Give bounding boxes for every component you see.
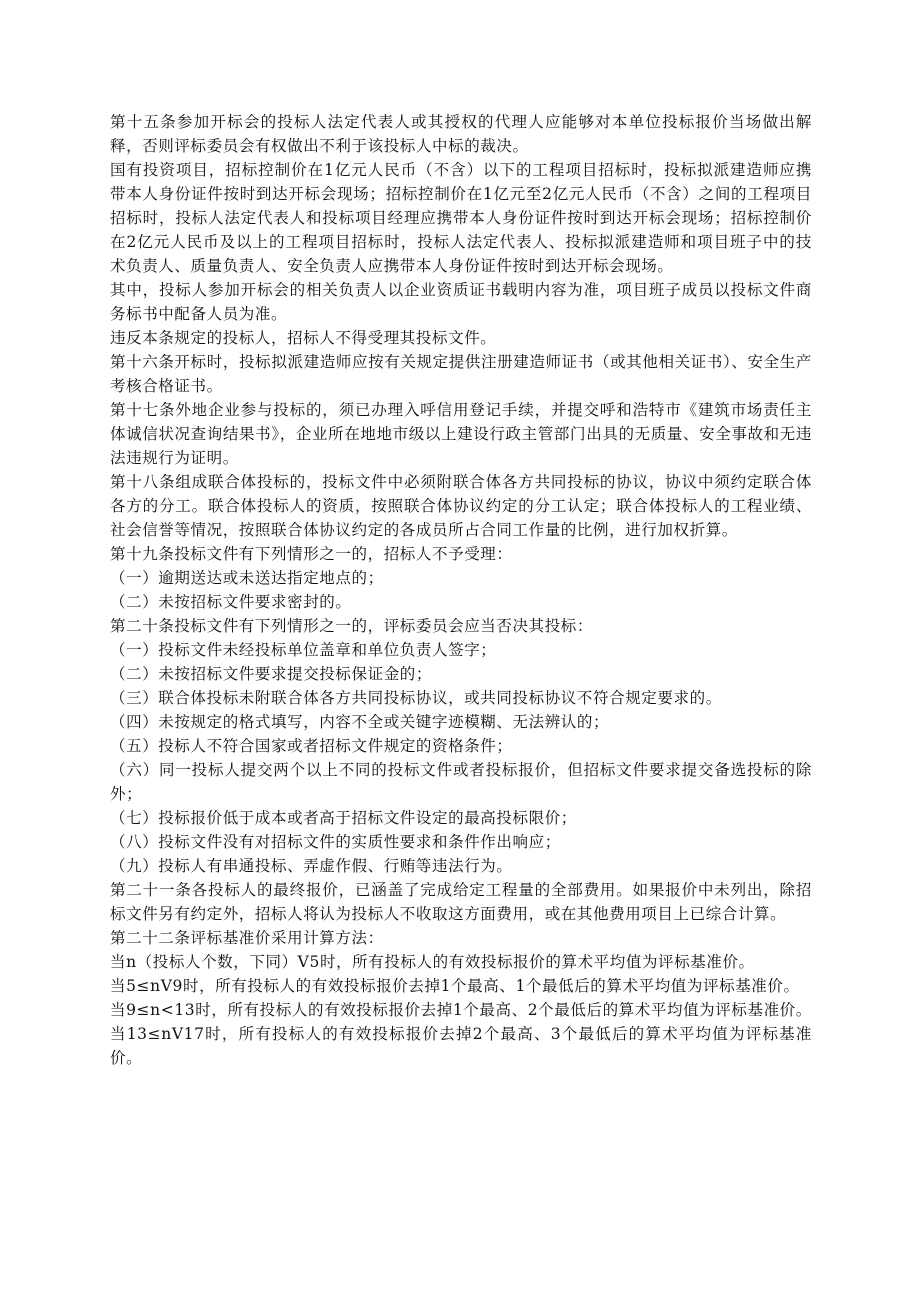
formula-rule: 当5≤nV9时，所有投标人的有效投标报价去掉1个最高、1个最低后的算术平均值为评标基准价。 xyxy=(110,977,800,995)
formula-rule: 当9≤n<13时，所有投标人的有效投标报价去掉1个最高、2个最低后的算术平均值为评标基准价。 xyxy=(110,1001,812,1019)
list-item: （二）未按招标文件要求密封的。 xyxy=(110,593,352,611)
paragraph-violation: 违反本条规定的投标人，招标人不得受理其投标文件。 xyxy=(110,329,497,347)
paragraph-article-17: 第十七条外地企业参与投标的，须已办理入呼信用登记手续，并提交呼和浩特市《建筑市场责任主体诚信状况查询结果书》，企业所在地地市级以上建设行政主管部门出具的无质量、安全事故和无违法违规行为证明。 xyxy=(110,401,812,467)
paragraph-article-16: 第十六条开标时，投标拟派建造师应按有关规定提供注册建造师证书（或其他相关证书）、安全生产考核合格证书。 xyxy=(110,353,812,395)
formula-rule: 当13≤nV17时，所有投标人的有效投标报价去掉2个最高、3个最低后的算术平均值为评标基准价。 xyxy=(110,1025,812,1067)
list-item: （五）投标人不符合国家或者招标文件规定的资格条件； xyxy=(110,737,513,755)
paragraph-article-18: 第十八条组成联合体投标的，投标文件中必须附联合体各方共同投标的协议，协议中须约定联合体各方的分工。联合体投标人的资质，按照联合体协议约定的分工认定；联合体投标人的工程业绩、社会信誉等情况，按照联合体协议约定的各成员所占合同工作量的比例，进行加权折算。 xyxy=(110,473,812,539)
paragraph-article-19: 第十九条投标文件有下列情形之一的，招标人不予受理： xyxy=(110,545,513,563)
list-item: （九）投标人有串通投标、弄虚作假、行贿等违法行为。 xyxy=(110,857,513,875)
paragraph-state-investment: 国有投资项目，招标控制价在1亿元人民币（不含）以下的工程项目招标时，投标拟派建造师应携带本人身份证件按时到达开标会现场；招标控制价在1亿元至2亿元人民币（不含）之间的工程项目招标时，投标人法定代表人和投标项目经理应携带本人身份证件按时到达开标会现场；招标控制价在2亿元人民币及以上的工程项目招标时，投标人法定代表人、投标拟派建造师和项目班子中的技术负责人、质量负责人、安全负责人应携带本人身份证件按时到达开标会现场。 xyxy=(110,161,812,275)
list-item: （二）未按招标文件要求提交投标保证金的； xyxy=(110,665,433,683)
paragraph-article-15: 第十五条参加开标会的投标人法定代表人或其授权的代理人应能够对本单位投标报价当场做出解释，否则评标委员会有权做出不利于该投标人中标的裁决。 xyxy=(110,113,812,155)
paragraph-article-20: 第二十条投标文件有下列情形之一的，评标委员会应当否决其投标： xyxy=(110,617,594,635)
list-item: （三）联合体投标未附联合体各方共同投标协议，或共同投标协议不符合规定要求的。 xyxy=(110,689,722,707)
list-item: （六）同一投标人提交两个以上不同的投标文件或者投标报价，但招标文件要求提交备选投标的除外； xyxy=(110,761,812,803)
document-body xyxy=(110,110,812,1070)
paragraph-article-22: 第二十二条评标基准价采用计算方法： xyxy=(110,929,384,947)
list-item: （一）逾期送达或未送达指定地点的； xyxy=(110,569,384,587)
paragraph-responsible-person: 其中，投标人参加开标会的相关负责人以企业资质证书载明内容为准，项目班子成员以投标文件商务标书中配备人员为准。 xyxy=(110,281,812,323)
list-item: （七）投标报价低于成本或者高于招标文件设定的最高投标限价； xyxy=(110,809,577,827)
formula-rule: 当n（投标人个数，下同）V5时，所有投标人的有效投标报价的算术平均值为评标基准价。 xyxy=(110,953,755,971)
paragraph-article-21: 第二十一条各投标人的最终报价，已涵盖了完成给定工程量的全部费用。如果报价中未列出，除招标文件另有约定外，招标人将认为投标人不收取这方面费用，或在其他费用项目上已综合计算。 xyxy=(110,881,812,923)
list-item: （一）投标文件未经投标单位盖章和单位负责人签字； xyxy=(110,641,497,659)
list-item: （四）未按规定的格式填写，内容不全或关键字迹模糊、无法辨认的； xyxy=(110,713,610,731)
list-item: （八）投标文件没有对招标文件的实质性要求和条件作出响应； xyxy=(110,833,561,851)
